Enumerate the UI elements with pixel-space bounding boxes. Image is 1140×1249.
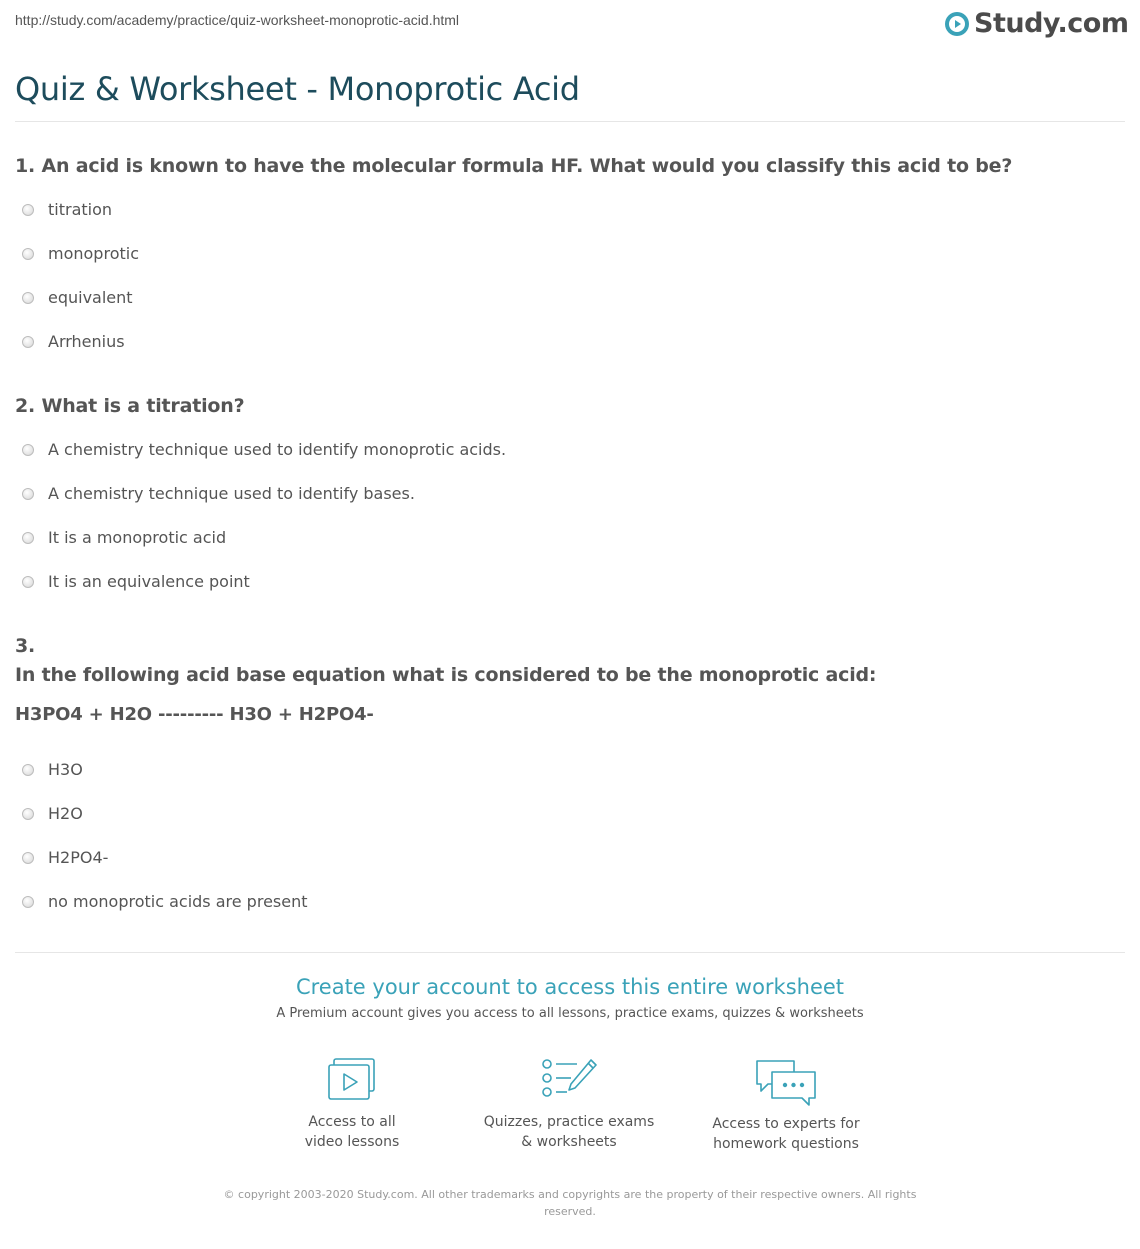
question-3: In the following acid base equation what is considered to be the monoprotic acid: bbox=[15, 664, 877, 686]
feature-line: Access to experts for bbox=[712, 1116, 860, 1132]
chat-bubbles-icon bbox=[754, 1058, 818, 1108]
page-url: http://study.com/academy/practice/quiz-worksheet-monoprotic-acid.html bbox=[15, 12, 460, 28]
feature-line: Access to all bbox=[308, 1114, 396, 1130]
answer-option[interactable] bbox=[22, 804, 83, 823]
question-1: 1. An acid is known to have the molecular formula HF. What would you classify this acid to be? bbox=[15, 155, 1013, 177]
feature-line: video lessons bbox=[304, 1134, 400, 1150]
question-2: 2. What is a titration? bbox=[15, 395, 245, 417]
study-logo[interactable] bbox=[944, 9, 1128, 39]
feature-line: homework questions bbox=[713, 1136, 859, 1152]
answer-label: A chemistry technique used to identify bases. bbox=[48, 484, 415, 503]
answer-option[interactable] bbox=[22, 892, 308, 911]
answer-label: It is an equivalence point bbox=[48, 572, 250, 591]
quiz-checklist-icon bbox=[541, 1058, 597, 1102]
answer-option[interactable] bbox=[22, 200, 112, 219]
radio-button[interactable] bbox=[22, 576, 34, 588]
answer-option[interactable] bbox=[22, 440, 506, 459]
answer-option[interactable] bbox=[22, 484, 415, 503]
answer-label: monoprotic bbox=[48, 244, 139, 263]
answer-label: Arrhenius bbox=[48, 332, 125, 351]
answer-label: equivalent bbox=[48, 288, 133, 307]
copyright: © copyright 2003-2020 Study.com. All other trademarks and copyrights are the property of their respective owners. All rights reserved. bbox=[223, 1188, 917, 1218]
answer-option[interactable] bbox=[22, 848, 108, 867]
question-3-equation: H3PO4 + H2O --------- H3O + H2PO4- bbox=[15, 704, 374, 725]
answer-option[interactable] bbox=[22, 572, 250, 591]
feature-quizzes bbox=[459, 1058, 679, 1152]
play-circle-icon bbox=[944, 11, 970, 37]
radio-button[interactable] bbox=[22, 292, 34, 304]
title-divider bbox=[15, 121, 1125, 122]
radio-button[interactable] bbox=[22, 852, 34, 864]
feature-experts bbox=[676, 1058, 896, 1154]
video-lessons-icon bbox=[326, 1058, 378, 1102]
answer-label: no monoprotic acids are present bbox=[48, 892, 308, 911]
page-title: Quiz & Worksheet - Monoprotic Acid bbox=[15, 70, 580, 108]
answer-option[interactable] bbox=[22, 288, 133, 307]
radio-button[interactable] bbox=[22, 532, 34, 544]
cta-divider bbox=[15, 952, 1125, 953]
logo-text: Study.com bbox=[974, 8, 1129, 39]
radio-button[interactable] bbox=[22, 764, 34, 776]
answer-option[interactable] bbox=[22, 528, 226, 547]
premium-description: A Premium account gives you access to all lessons, practice exams, quizzes & worksheets bbox=[276, 1006, 864, 1021]
radio-button[interactable] bbox=[22, 444, 34, 456]
radio-button[interactable] bbox=[22, 896, 34, 908]
answer-option[interactable] bbox=[22, 760, 83, 779]
radio-button[interactable] bbox=[22, 204, 34, 216]
answer-label: titration bbox=[48, 200, 113, 219]
radio-button[interactable] bbox=[22, 488, 34, 500]
answer-label: H2O bbox=[48, 804, 83, 823]
feature-line: Quizzes, practice exams bbox=[483, 1114, 655, 1130]
question-3-number: 3. bbox=[15, 635, 36, 657]
create-account-link[interactable]: Create your account to access this entire worksheet bbox=[295, 975, 845, 999]
feature-line: & worksheets bbox=[521, 1134, 617, 1150]
answer-label: H2PO4- bbox=[48, 848, 109, 867]
answer-label: A chemistry technique used to identify monoprotic acids. bbox=[48, 440, 507, 459]
answer-label: It is a monoprotic acid bbox=[48, 528, 227, 547]
radio-button[interactable] bbox=[22, 336, 34, 348]
feature-video-lessons bbox=[242, 1058, 462, 1152]
answer-option[interactable] bbox=[22, 332, 125, 351]
radio-button[interactable] bbox=[22, 248, 34, 260]
answer-label: H3O bbox=[48, 760, 83, 779]
radio-button[interactable] bbox=[22, 808, 34, 820]
answer-option[interactable] bbox=[22, 244, 139, 263]
